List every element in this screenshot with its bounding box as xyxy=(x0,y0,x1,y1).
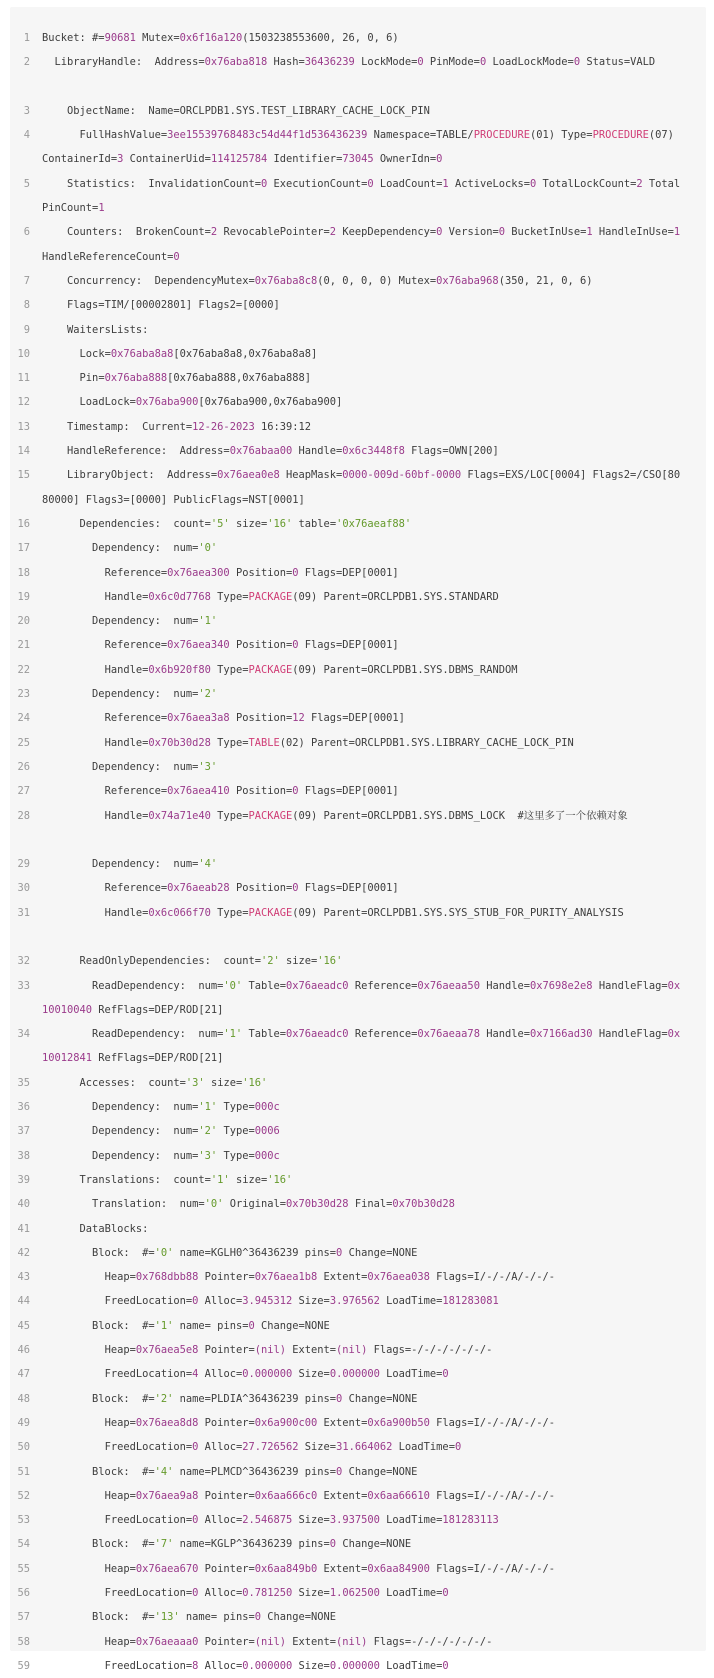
line-number: 24 xyxy=(17,712,30,725)
code-line xyxy=(10,269,706,293)
line-text: Handle=0x6c066f70 Type=PACKAGE(09) Parent=ORCLPDB1.SYS.SYS_STUB_FOR_PURITY_ANALYSIS xyxy=(42,906,624,919)
line-number: 28 xyxy=(17,809,30,822)
code-line xyxy=(10,1095,706,1119)
line-number: 51 xyxy=(17,1465,30,1478)
code-line xyxy=(10,804,706,853)
line-number: 22 xyxy=(17,663,30,676)
line-text: FreedLocation=0 Alloc=27.726562 Size=31.664062 LoadTime=0 xyxy=(42,1441,462,1454)
code-line xyxy=(10,949,706,973)
line-text: Pin=0x76aba888[0x76aba888,0x76aba888] xyxy=(42,372,312,385)
line-number: 34 xyxy=(17,1028,30,1041)
line-number: 18 xyxy=(17,566,30,579)
line-text: Bucket: #=90681 Mutex=0x6f16a120(1503238553600, 26, 0, 6) xyxy=(42,32,399,44)
line-number: 6 xyxy=(23,226,30,239)
code-line xyxy=(10,561,706,585)
line-number: 42 xyxy=(17,1246,30,1259)
line-number: 37 xyxy=(17,1125,30,1138)
line-text: Reference=0x76aea3a8 Position=12 Flags=DEP[0001] xyxy=(42,712,405,725)
line-text: Lock=0x76aba8a8[0x76aba8a8,0x76aba8a8] xyxy=(42,347,318,360)
line-number: 33 xyxy=(17,979,30,992)
line-text: Heap=0x76aea5e8 Pointer=(nil) Extent=(nil) Flags=-/-/-/-/-/-/- xyxy=(42,1344,493,1357)
line-text: Dependencies: count='5' size='16' table='0x76aeaf88' xyxy=(42,517,412,530)
line-text: Handle=0x6c0d7768 Type=PACKAGE(09) Parent=ORCLPDB1.SYS.STANDARD xyxy=(42,590,499,603)
code-line xyxy=(10,1217,706,1241)
line-number: 47 xyxy=(17,1368,30,1381)
code-line xyxy=(10,1362,706,1386)
line-text: Heap=0x768dbb88 Pointer=0x76aea1b8 Extent=0x76aea038 Flags=I/-/-/A/-/-/- xyxy=(42,1271,556,1284)
line-number: 53 xyxy=(17,1514,30,1527)
line-number: 57 xyxy=(17,1611,30,1624)
code-line xyxy=(10,633,706,657)
line-number: 26 xyxy=(17,760,30,773)
line-text: Dependency: num='1' xyxy=(42,615,218,628)
line-text: FreedLocation=4 Alloc=0.000000 Size=0.000000 LoadTime=0 xyxy=(42,1368,449,1381)
code-line xyxy=(10,585,706,609)
code-line xyxy=(10,755,706,779)
line-number: 36 xyxy=(17,1101,30,1114)
line-number: 9 xyxy=(23,323,30,336)
line-text: Concurrency: DependencyMutex=0x76aba8c8(0, 0, 0, 0) Mutex=0x76aba968(350, 21, 0, 6) xyxy=(42,274,593,287)
code-line xyxy=(10,342,706,366)
line-number: 1 xyxy=(23,32,30,44)
line-text: Dependency: num='4' xyxy=(42,858,218,871)
code-line xyxy=(10,1532,706,1556)
line-number: 13 xyxy=(17,420,30,433)
code-line xyxy=(10,390,706,414)
line-number: 17 xyxy=(17,542,30,555)
line-text: Flags=TIM/[00002801] Flags2=[0000] xyxy=(42,299,280,312)
line-number: 11 xyxy=(17,372,30,385)
code-line xyxy=(10,318,706,342)
line-number: 52 xyxy=(17,1489,30,1502)
line-number: 48 xyxy=(17,1392,30,1405)
code-line xyxy=(10,876,706,900)
code-line xyxy=(10,1144,706,1168)
line-text: Statistics: InvalidationCount=0 ExecutionCount=0 LoadCount=1 ActiveLocks=0 TotalLockCount=2 TotalPinCount=1 xyxy=(42,177,681,215)
line-number: 58 xyxy=(17,1635,30,1648)
line-number: 7 xyxy=(23,274,30,287)
code-line xyxy=(10,731,706,755)
line-number: 29 xyxy=(17,858,30,871)
line-number: 23 xyxy=(17,688,30,701)
line-number: 50 xyxy=(17,1441,30,1454)
line-number: 45 xyxy=(17,1319,30,1332)
line-text: ReadDependency: num='0' Table=0x76aeadc0 Reference=0x76aeaa50 Handle=0x7698e2e8 HandleFlag=0x10010040 RefFlags=DEP/ROD[21] xyxy=(42,979,681,1016)
code-line xyxy=(10,1071,706,1095)
code-line xyxy=(10,609,706,633)
line-text: Dependency: num='1' Type=000c xyxy=(42,1101,280,1114)
line-number: 41 xyxy=(17,1222,30,1235)
code-line xyxy=(10,1338,706,1362)
line-number: 20 xyxy=(17,615,30,628)
line-number: 14 xyxy=(17,445,30,458)
code-line xyxy=(10,366,706,390)
code-line xyxy=(10,901,706,950)
code-line xyxy=(10,439,706,463)
code-line xyxy=(10,536,706,560)
line-number: 46 xyxy=(17,1344,30,1357)
code-line xyxy=(10,99,706,123)
line-text: ObjectName: Name=ORCLPDB1.SYS.TEST_LIBRARY_CACHE_LOCK_PIN xyxy=(42,104,430,117)
line-number: 25 xyxy=(17,736,30,749)
line-text: WaitersLists: xyxy=(42,323,149,336)
code-line xyxy=(10,512,706,536)
code-line xyxy=(10,1581,706,1605)
code-line xyxy=(10,463,706,512)
line-text: ReadOnlyDependencies: count='2' size='16' xyxy=(42,955,343,968)
line-number: 56 xyxy=(17,1587,30,1599)
line-text: DataBlocks: xyxy=(42,1222,149,1235)
line-number: 40 xyxy=(17,1198,30,1211)
code-line xyxy=(10,50,706,99)
line-number: 59 xyxy=(17,1659,30,1672)
line-text: LoadLock=0x76aba900[0x76aba900,0x76aba900] xyxy=(42,396,343,409)
code-line xyxy=(10,1241,706,1265)
line-text: FullHashValue=3ee15539768483c54d44f1d536436239 Namespace=TABLE/PROCEDURE(01) Type=PROCEDURE(07) ContainerId=3 ContainerUid=114125784 Identifier=73045 OwnerIdn=0 xyxy=(42,129,681,166)
line-number: 32 xyxy=(17,955,30,968)
line-text: Heap=0x76aea9a8 Pointer=0x6aa666c0 Extent=0x6aa66610 Flags=I/-/-/A/-/-/- xyxy=(42,1489,556,1502)
code-line xyxy=(10,1387,706,1411)
code-line xyxy=(10,172,706,221)
line-text: Heap=0x76aeaaa0 Pointer=(nil) Extent=(nil) Flags=-/-/-/-/-/-/- xyxy=(42,1635,493,1648)
line-number: 44 xyxy=(17,1295,30,1308)
code-line xyxy=(10,1557,706,1581)
line-text: Block: #='0' name=KGLH0^36436239 pins=0 Change=NONE xyxy=(42,1246,418,1259)
line-text: Timestamp: Current=12-26-2023 16:39:12 xyxy=(42,420,312,433)
line-number: 35 xyxy=(17,1076,30,1089)
line-number: 54 xyxy=(17,1538,30,1551)
line-text: Handle=0x74a71e40 Type=PACKAGE(09) Parent=ORCLPDB1.SYS.DBMS_LOCK #这里多了一个依赖对象 xyxy=(42,809,628,822)
code-block xyxy=(10,7,706,1672)
code-line xyxy=(10,1435,706,1459)
line-text: FreedLocation=0 Alloc=3.945312 Size=3.976562 LoadTime=181283081 xyxy=(42,1295,499,1308)
code-line xyxy=(10,293,706,317)
line-text: Heap=0x76aea8d8 Pointer=0x6a900c00 Extent=0x6a900b50 Flags=I/-/-/A/-/-/- xyxy=(42,1416,556,1429)
line-text: Heap=0x76aea670 Pointer=0x6aa849b0 Extent=0x6aa84900 Flags=I/-/-/A/-/-/- xyxy=(42,1562,556,1575)
line-text: ReadDependency: num='1' Table=0x76aeadc0 Reference=0x76aeaa78 Handle=0x7166ad30 HandleFlag=0x10012841 RefFlags=DEP/ROD[21] xyxy=(42,1028,681,1065)
code-line xyxy=(10,1265,706,1289)
line-number: 43 xyxy=(17,1271,30,1284)
line-number: 21 xyxy=(17,639,30,652)
code-line xyxy=(10,1484,706,1508)
line-number: 39 xyxy=(17,1173,30,1186)
code-line xyxy=(10,974,706,1023)
line-text: Translations: count='1' size='16' xyxy=(42,1173,293,1186)
line-text: Block: #='13' name= pins=0 Change=NONE xyxy=(42,1611,337,1624)
line-text: Handle=0x6b920f80 Type=PACKAGE(09) Parent=ORCLPDB1.SYS.DBMS_RANDOM xyxy=(42,663,518,676)
line-text: Reference=0x76aea410 Position=0 Flags=DEP[0001] xyxy=(42,785,399,798)
code-line xyxy=(10,1289,706,1313)
code-line xyxy=(10,779,706,803)
line-text: Block: #='1' name= pins=0 Change=NONE xyxy=(42,1319,330,1332)
line-text: FreedLocation=0 Alloc=2.546875 Size=3.937500 LoadTime=181283113 xyxy=(42,1514,499,1527)
line-text: Dependency: num='3' xyxy=(42,760,218,773)
code-line xyxy=(10,682,706,706)
line-text: Reference=0x76aea300 Position=0 Flags=DEP[0001] xyxy=(42,566,399,579)
code-line xyxy=(10,1022,706,1071)
line-text: Block: #='4' name=PLMCD^36436239 pins=0 Change=NONE xyxy=(42,1465,418,1478)
line-text: Translation: num='0' Original=0x70b30d28 Final=0x70b30d28 xyxy=(42,1198,455,1211)
line-text: Block: #='2' name=PLDIA^36436239 pins=0 Change=NONE xyxy=(42,1392,418,1405)
line-number: 12 xyxy=(17,396,30,409)
line-number: 8 xyxy=(23,299,30,312)
line-text: FreedLocation=0 Alloc=0.781250 Size=1.062500 LoadTime=0 xyxy=(42,1587,449,1599)
line-text: Handle=0x70b30d28 Type=TABLE(02) Parent=ORCLPDB1.SYS.LIBRARY_CACHE_LOCK_PIN xyxy=(42,736,574,749)
code-line xyxy=(10,1119,706,1143)
code-line xyxy=(10,658,706,682)
code-line xyxy=(10,706,706,730)
line-number: 30 xyxy=(17,882,30,895)
line-text: Dependency: num='0' xyxy=(42,542,218,555)
code-line xyxy=(10,1411,706,1435)
line-number: 49 xyxy=(17,1416,30,1429)
line-text: LibraryObject: Address=0x76aea0e8 HeapMask=0000-009d-60bf-0000 Flags=EXS/LOC[0004] Flags2=/CSO[8080000] Flags3=[0000] PublicFlags=NST[0001] xyxy=(42,469,681,506)
line-number: 3 xyxy=(23,104,30,117)
line-number: 2 xyxy=(23,56,30,69)
code-line xyxy=(10,1192,706,1216)
line-number: 19 xyxy=(17,590,30,603)
line-number: 38 xyxy=(17,1149,30,1162)
code-line xyxy=(10,1508,706,1532)
line-number: 5 xyxy=(23,177,30,190)
line-text: HandleReference: Address=0x76abaa00 Handle=0x6c3448f8 Flags=OWN[200] xyxy=(42,445,499,458)
line-number: 4 xyxy=(23,129,30,142)
code-line xyxy=(10,123,706,172)
line-number: 27 xyxy=(17,785,30,798)
line-text: FreedLocation=8 Alloc=0.000000 Size=0.000000 LoadTime=0 xyxy=(42,1659,449,1672)
line-text: Block: #='7' name=KGLP^36436239 pins=0 Change=NONE xyxy=(42,1538,412,1551)
line-number: 55 xyxy=(17,1562,30,1575)
code-line xyxy=(10,1630,706,1654)
code-line xyxy=(10,1605,706,1629)
line-text: Reference=0x76aeab28 Position=0 Flags=DEP[0001] xyxy=(42,882,399,895)
line-text: Reference=0x76aea340 Position=0 Flags=DEP[0001] xyxy=(42,639,399,652)
code-line xyxy=(10,415,706,439)
code-line xyxy=(10,1460,706,1484)
line-number: 16 xyxy=(17,517,30,530)
code-line xyxy=(10,1168,706,1192)
line-number: 10 xyxy=(17,347,30,360)
line-text: Dependency: num='2' Type=0006 xyxy=(42,1125,280,1138)
line-text: LibraryHandle: Address=0x76aba818 Hash=36436239 LockMode=0 PinMode=0 LoadLockMode=0 Status=VALD xyxy=(42,56,656,69)
line-text: Dependency: num='2' xyxy=(42,688,218,701)
line-number: 31 xyxy=(17,906,30,919)
code-line xyxy=(10,1314,706,1338)
code-line xyxy=(10,220,706,269)
line-text: Dependency: num='3' Type=000c xyxy=(42,1149,280,1162)
code-line xyxy=(10,852,706,876)
code-line xyxy=(10,26,706,50)
line-text: Counters: BrokenCount=2 RevocablePointer=2 KeepDependency=0 Version=0 BucketInUse=1 HandleInUse=1 HandleReferenceCount=0 xyxy=(42,226,687,263)
line-number: 15 xyxy=(17,469,30,482)
line-text: Accesses: count='3' size='16' xyxy=(42,1076,268,1089)
